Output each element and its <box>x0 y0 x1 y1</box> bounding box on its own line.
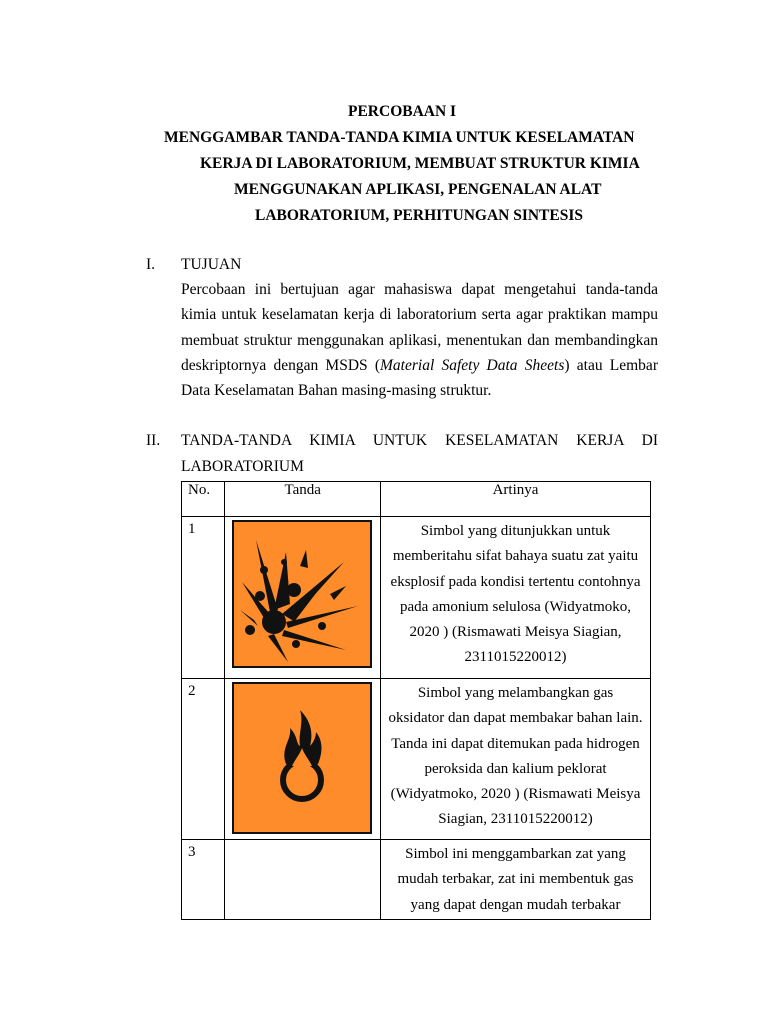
row-number: 3 <box>182 840 225 920</box>
description-line: 2020 ) (Rismawati Meisya Siagian, <box>409 624 622 641</box>
description-line: Simbol ini menggambarkan zat yang <box>405 846 626 862</box>
description-line: eksplosif pada kondisi tertentu contohnya <box>390 573 641 590</box>
description-line: Siagian, 2311015220012) <box>438 811 593 828</box>
row-sign <box>225 679 381 840</box>
paragraph-line <box>181 353 658 378</box>
paragraph-line: Data Keselamatan Bahan masing-masing struktur. <box>181 382 492 400</box>
section-2-heading-line-1: TANDA-TANDA KIMIA UNTUK KESELAMATAN KERJA DI <box>181 432 658 449</box>
description-line: Simbol yang melambangkan gas <box>417 685 614 701</box>
title-line-3: KERJA DI LABORATORIUM, MEMBUAT STRUKTUR KIMIA <box>200 155 640 172</box>
title-line-1: PERCOBAAN I <box>348 103 457 120</box>
title-line-5: LABORATORIUM, PERHITUNGAN SINTESIS <box>255 207 584 224</box>
paragraph-line: kimia untuk keselamatan kerja di laboratorium serta agar praktikan mampu <box>181 306 658 324</box>
paragraph-text: ) atau Lembar <box>564 356 658 374</box>
description-line: Tanda ini dapat ditemukan pada hidrogen <box>391 735 640 752</box>
description-line: memberitahu sifat bahaya suatu zat yaitu <box>392 548 639 565</box>
explosive-hazard-icon <box>232 520 372 668</box>
title-line-4: MENGGUNAKAN APLIKASI, PENGENALAN ALAT <box>234 181 602 198</box>
header-no: No. <box>182 482 225 517</box>
row-number: 1 <box>182 517 225 679</box>
table-header-row <box>182 482 651 517</box>
row-sign <box>225 517 381 679</box>
description-line: yang dapat dengan mudah terbakar <box>410 896 621 913</box>
header-tanda: Tanda <box>225 482 381 517</box>
paragraph-line: Percobaan ini bertujuan agar mahasiswa dapat mengetahui tanda-tanda <box>181 281 658 298</box>
paragraph-line: membuat struktur menggunakan aplikasi, menentukan dan membandingkan <box>181 331 658 349</box>
hazard-signs-table <box>181 481 651 920</box>
table-row <box>182 679 651 840</box>
row-description <box>381 517 651 679</box>
table-row <box>182 840 651 920</box>
description-line: 2311015220012) <box>464 649 567 666</box>
section-2-number: II. <box>146 432 161 449</box>
explosive-hazard-graphic <box>234 522 370 666</box>
title-line-2: MENGGAMBAR TANDA-TANDA KIMIA UNTUK KESELAMATAN <box>164 129 635 146</box>
paragraph-text: deskriptornya dengan MSDS ( <box>181 356 381 374</box>
section-1-number: I. <box>146 256 156 273</box>
section-2-heading-line-2: LABORATORIUM <box>181 458 304 475</box>
header-artinya: Artinya <box>381 482 651 517</box>
oxidizing-hazard-graphic <box>234 684 370 832</box>
description-line: pada amonium selulosa (Widyatmoko, <box>400 598 632 615</box>
description-line: mudah terbakar, zat ini membentuk gas <box>397 871 634 888</box>
description-line: peroksida dan kalium peklorat <box>424 760 607 777</box>
section-1-heading: TUJUAN <box>181 256 242 273</box>
description-line: Simbol yang ditunjukkan untuk <box>420 523 611 539</box>
msds-term: Material Safety Data Sheets <box>380 356 565 374</box>
section-1-paragraph <box>181 277 658 403</box>
row-description <box>381 679 651 840</box>
description-line: oksidator dan dapat membakar bahan lain. <box>388 710 643 727</box>
row-number: 2 <box>182 679 225 840</box>
description-line: (Widyatmoko, 2020 ) (Rismawati Meisya <box>390 786 641 803</box>
table-row <box>182 517 651 679</box>
oxidizing-hazard-icon <box>232 682 372 834</box>
row-description <box>381 840 651 920</box>
section-2-heading <box>181 428 658 480</box>
row-sign-empty <box>225 840 381 920</box>
